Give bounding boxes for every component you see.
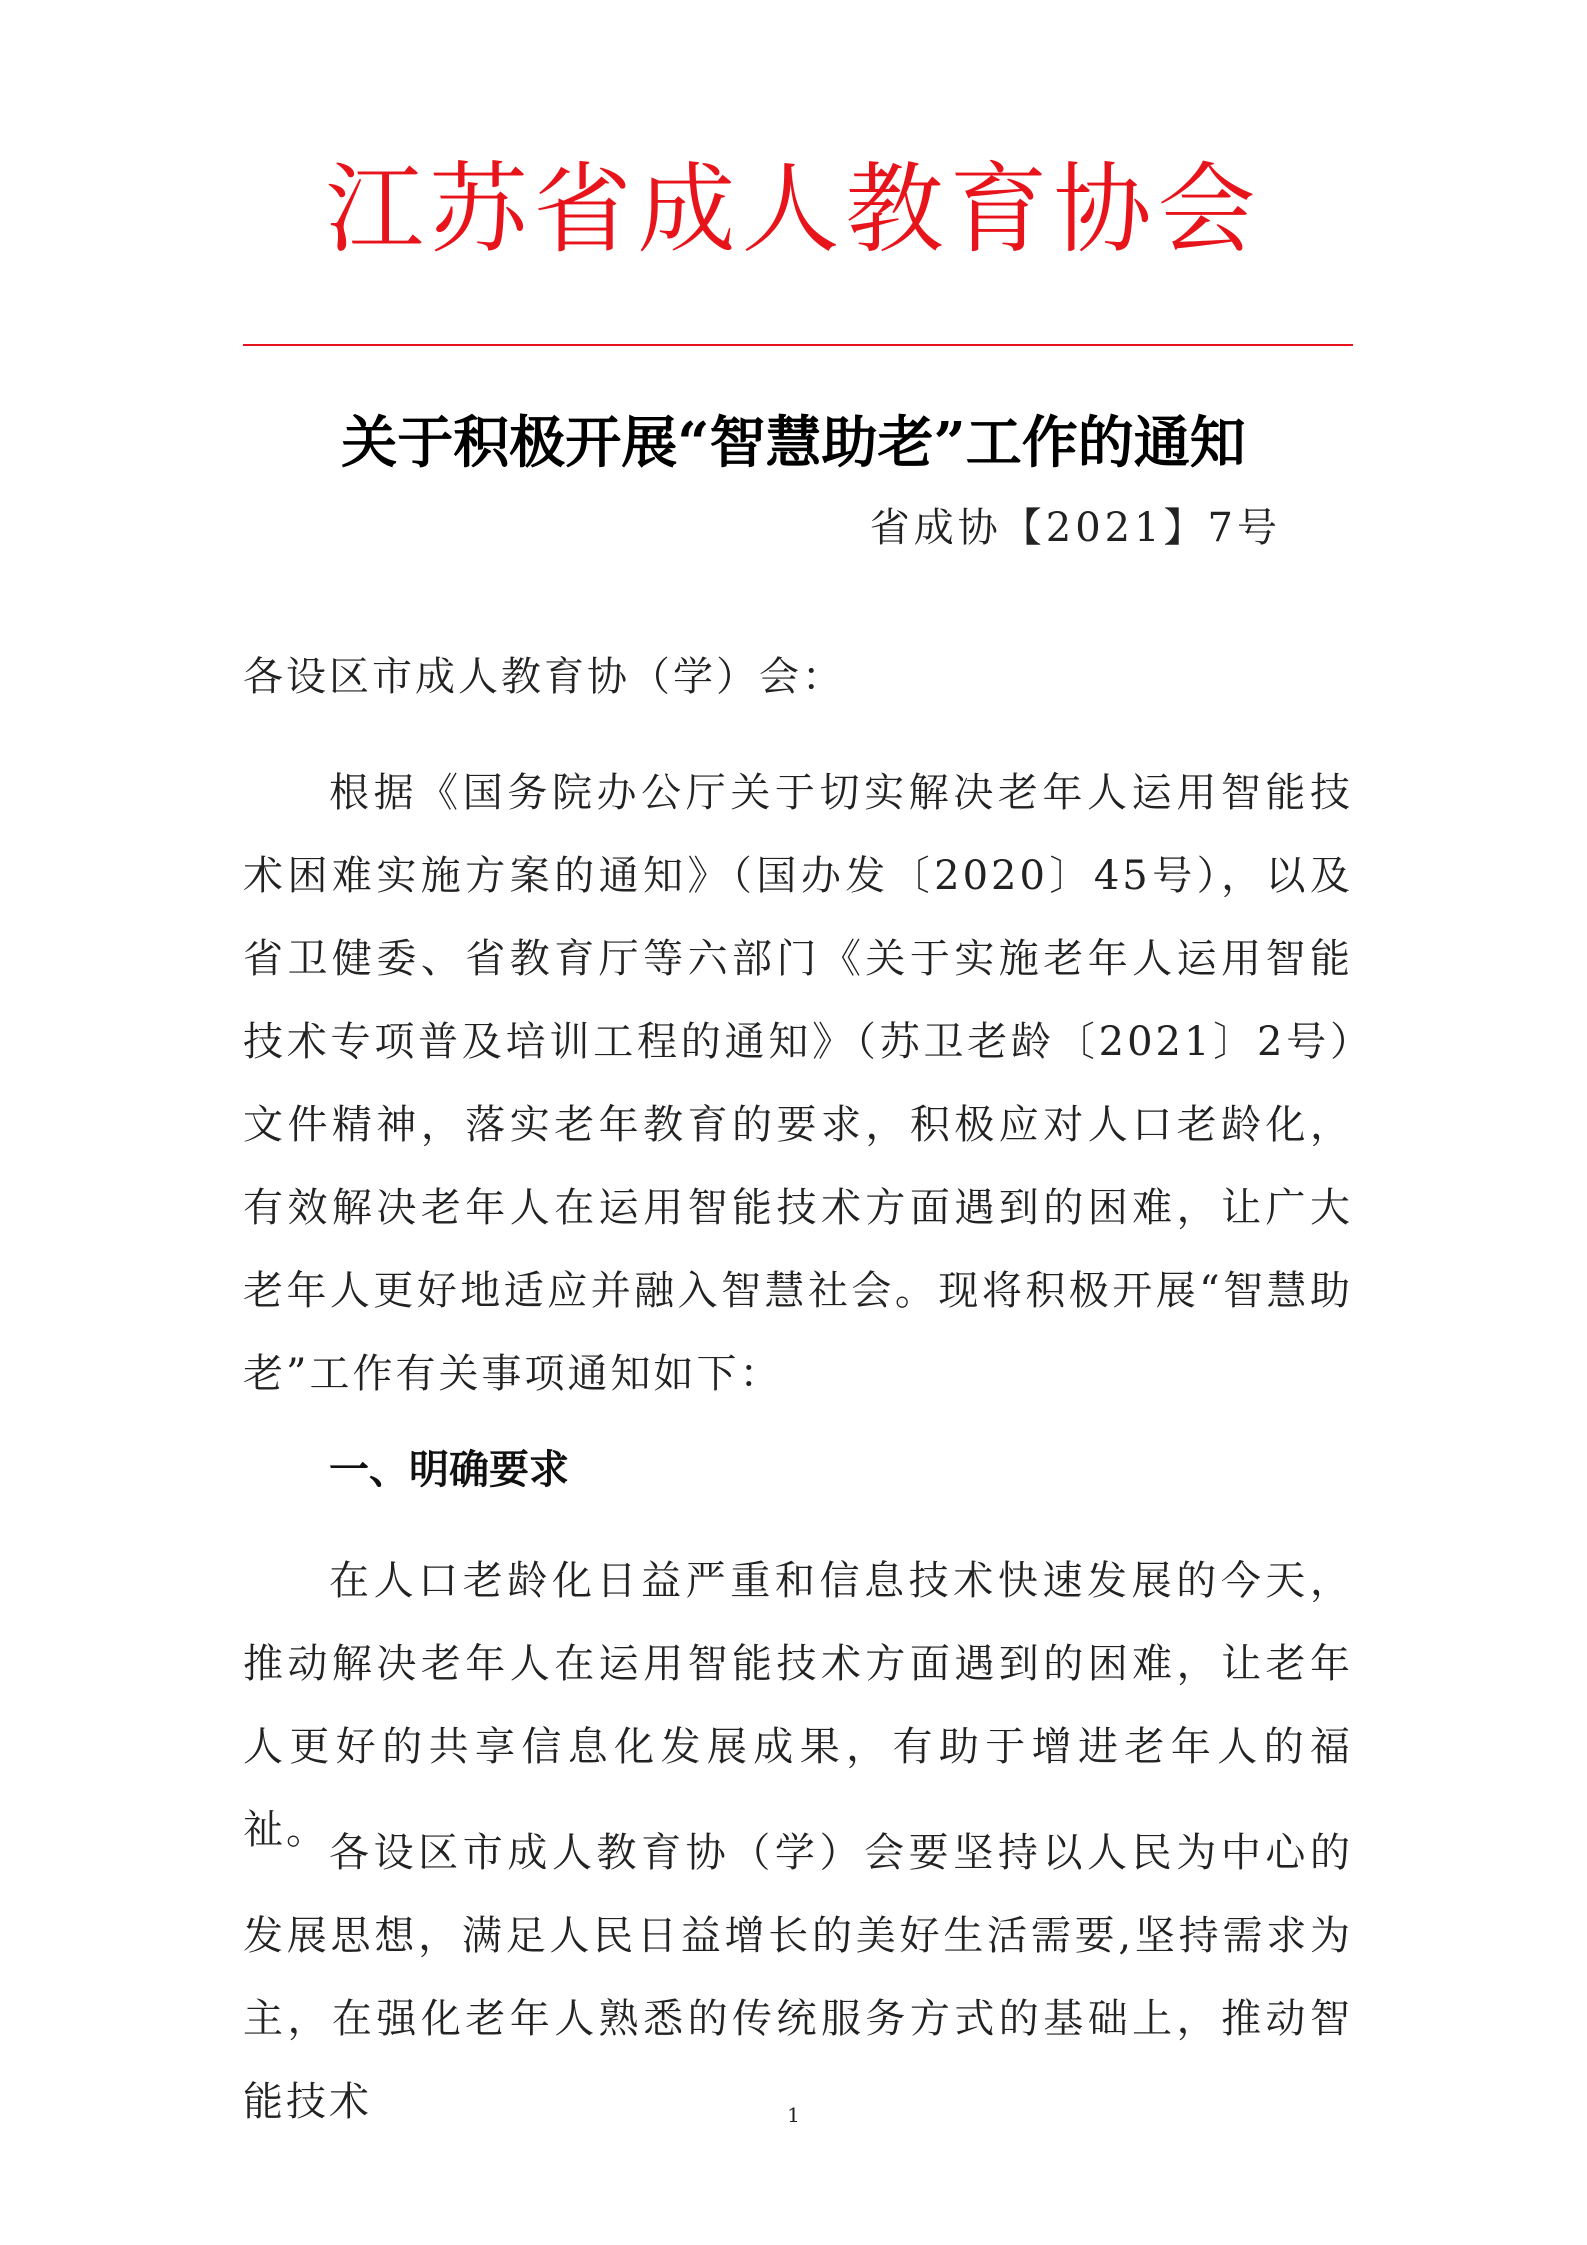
paragraph-1: 根据《国务院办公厅关于切实解决老年人运用智能技术困难实施方案的通知》（国办发〔2020〕45号），以及省卫健委、省教育厅等六部门《关于实施老年人运用智能技术专项普及培训工程的通知》（苏卫老龄〔2021〕2号）文件精神，落实老年教育的要求，积极应对人口老龄化，有效解决老年人在运用智能技术方面遇到的困难，让广大老年人更好地适应并融入智慧社会。现将积极开展“智慧助老”工作有关事项通知如下： [243,770,1353,1397]
organization-title: 江苏省成人教育协会 [325,153,1262,267]
document-title: 关于积极开展“智慧助老”工作的通知 [341,410,1246,476]
section-heading: 一、明确要求 [329,1447,569,1493]
document-number: 省成协【2021】7号 [869,505,1281,551]
paragraph-3: 各设区市成人教育协（学）会要坚持以人民为中心的发展思想，满足人民日益增长的美好生活需要,坚持需求为主，在强化老年人熟悉的传统服务方式的基础上，推动智能技术 [243,1830,1353,2125]
red-divider-line [243,344,1353,346]
paragraph-2: 在人口老龄化日益严重和信息技术快速发展的今天，推动解决老年人在运用智能技术方面遇到的困难，让老年人更好的共享信息化发展成果，有助于增进老年人的福祉。 [243,1558,1353,1853]
page-number: 1 [787,2103,800,2127]
greeting: 各设区市成人教育协（学）会： [243,654,845,700]
